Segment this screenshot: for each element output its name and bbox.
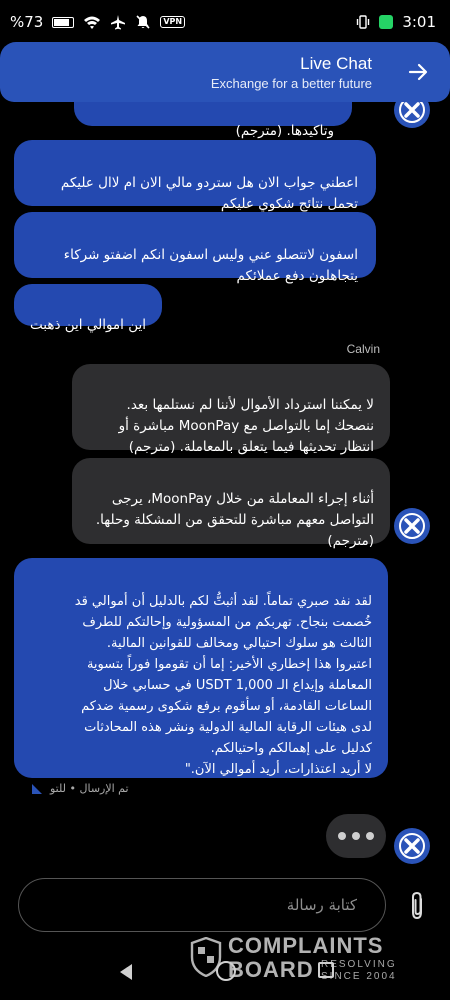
vibrate-icon (356, 14, 370, 30)
message-bubble-6 (14, 558, 388, 778)
status-right (356, 13, 436, 31)
message-status (32, 782, 129, 795)
message-bubble-1 (14, 140, 376, 212)
attach-button[interactable] (402, 888, 432, 924)
typing-dot (352, 832, 360, 840)
message-text: اين اموالي اين ذهبت (30, 317, 146, 333)
typing-dot (366, 832, 374, 840)
arrow-right-icon (407, 61, 429, 83)
watermark-line2: BOARD (228, 957, 314, 982)
sent-tail-icon (32, 784, 42, 794)
paperclip-icon (407, 891, 427, 921)
mute-icon (135, 14, 151, 30)
message-text: اعطني جواب الان هل ستردو مالي الان ام لاال عليكم تحمل نتائج شكوي عليكم (60, 175, 358, 212)
message-text: وتاكيدها. (مترجم) (235, 123, 334, 139)
message-text: لقد نفد صبري تماماً. لقد أثبتُّ لكم بالدليل أن أموالي قد خُصمت بنجاح. تهربكم من المسؤولية وإحالتكم للطرف الثالث هو سلوك احتيالي ومخالف للقوانين المالية. اعتبروا هذا إخطاري الأخير: إما أن تقوموا فوراً بتسوية المعاملة وإيداع الـ USDT 1,000 في حسابي خلال الساعات القادمة، أو سأقوم برفع شكوى رسمية ضدكم لدى هيئات الرقابة المالية الدولية ونشر هذه المحادثات كدليل على إهمالكم واحتيالكم. لا أريد اعتذارات، أريد أموالي الآن." (74, 594, 372, 777)
battery-percent: %73 (10, 13, 44, 31)
chat-header (0, 42, 450, 102)
clock: 3:01 (402, 13, 436, 31)
agent-avatar (394, 508, 430, 544)
header-subtitle: Exchange for a better future (210, 76, 372, 91)
watermark-line1: COMPLAINTS (228, 933, 384, 958)
battery-icon (52, 17, 74, 28)
nav-back-icon[interactable] (120, 964, 132, 980)
message-input[interactable] (19, 879, 385, 931)
message-text: أثناء إجراء المعاملة من خلال MoonPay، يرجى التواصل معهم مباشرة للتحقق من المشكلة وحلها. (مترجم) (95, 491, 374, 549)
agent-name: Calvin (346, 342, 380, 356)
wifi-icon (83, 15, 101, 29)
status-bar (0, 0, 450, 44)
message-bubble-4 (72, 364, 390, 455)
nav-home-icon[interactable] (216, 961, 236, 981)
agent-logo-icon (398, 832, 426, 860)
header-title: Live Chat (300, 54, 372, 73)
back-button[interactable] (404, 58, 432, 86)
message-bubble-3 (14, 284, 162, 333)
agent-logo-icon (398, 512, 426, 540)
message-composer (18, 878, 386, 932)
vpn-icon: VPN (160, 16, 185, 28)
message-status-text: تم الإرسال • للتو (50, 782, 129, 795)
message-bubble-2 (14, 212, 376, 284)
nav-recents-icon[interactable] (318, 962, 334, 978)
whatsapp-icon (379, 15, 393, 29)
watermark-tag1: RESOLVING (321, 959, 397, 970)
airplane-icon (110, 14, 126, 30)
typing-indicator (326, 814, 386, 858)
watermark-tag2: SINCE 2004 (321, 971, 397, 982)
agent-avatar (394, 828, 430, 864)
message-text: لا يمكننا استرداد الأموال لأننا لم نستلمها بعد. ننصحك إما بالتواصل مع MoonPay مباشرة أو انتظار تحديثها فيما يتعلق بالمعاملة. (مترجم) (118, 397, 374, 455)
status-left (10, 13, 185, 31)
message-bubble-5 (72, 458, 390, 549)
message-text: اسفون لاتتصلو عني وليس اسفون انكم اضفتو شركاء يتجاهلون دفع عملائكم (63, 247, 358, 284)
typing-dot (338, 832, 346, 840)
